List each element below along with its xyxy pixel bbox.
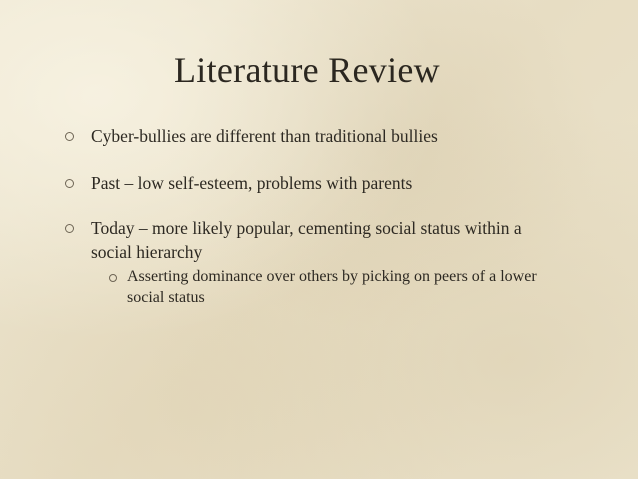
- bullet-item: [91, 171, 561, 195]
- bullet-item: [91, 124, 561, 148]
- bullet-text: Past – low self-esteem, problems with parents: [91, 173, 413, 193]
- circle-outline-icon: [109, 274, 117, 282]
- bullet-text: Asserting dominance over others by picking on peers of a lower social status: [127, 268, 537, 306]
- bullet-text: Today – more likely popular, cementing social status within a social hierarchy: [91, 218, 522, 262]
- circle-outline-icon: [65, 224, 74, 233]
- circle-outline-icon: [65, 132, 74, 141]
- sub-bullet-item: [127, 266, 567, 308]
- slide-title: Literature Review: [174, 50, 440, 90]
- bullet-text: Cyber-bullies are different than traditional bullies: [91, 126, 438, 146]
- circle-outline-icon: [65, 179, 74, 188]
- bullet-item: [91, 216, 553, 264]
